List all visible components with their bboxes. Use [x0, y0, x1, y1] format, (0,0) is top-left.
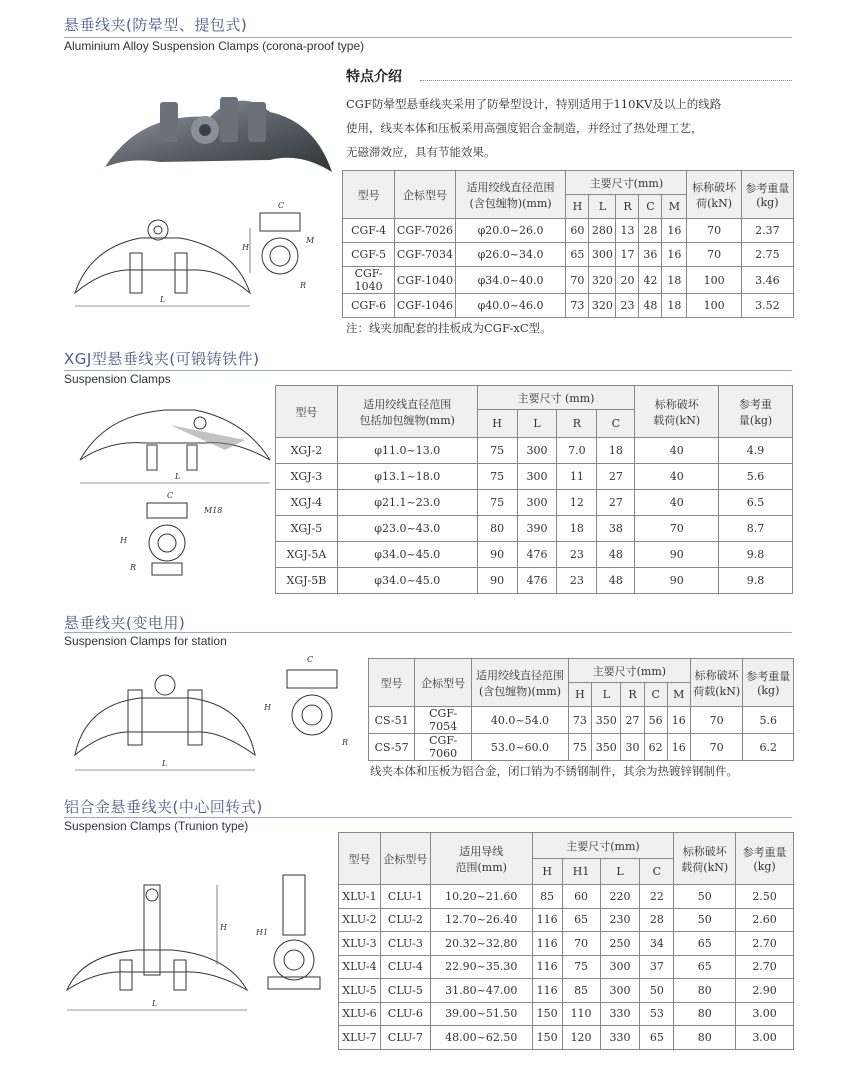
- th-sub: H: [477, 410, 517, 438]
- table-cell: 7.0: [557, 438, 597, 464]
- table-cell: 34: [640, 932, 674, 956]
- dim-l-label-4: L: [152, 999, 158, 1008]
- table-cell: 70: [690, 734, 743, 761]
- table-cell: 70: [566, 267, 589, 294]
- th-sub: M: [667, 683, 690, 707]
- table-cell: XLU-4: [339, 955, 381, 979]
- table-cell: 2.90: [736, 979, 794, 1003]
- th-sub: R: [616, 195, 639, 219]
- table-cell: 23: [557, 568, 597, 594]
- clamp-drawing-side-1: [240, 198, 320, 308]
- table-cell: 85: [562, 979, 600, 1003]
- table-cell: 110: [562, 1002, 600, 1026]
- clamp-drawing-side-4: [248, 865, 338, 1005]
- table-cell: 2.75: [741, 243, 793, 267]
- table-cell: φ23.0~43.0: [337, 516, 477, 542]
- table-cell: CGF-6: [343, 294, 395, 318]
- table-cell: 330: [600, 1002, 640, 1026]
- th-load: 标称破坏 荷载(kN): [690, 659, 743, 707]
- th-load: 标称破坏 载荷(kN): [674, 833, 736, 885]
- table-cell: 220: [600, 885, 640, 909]
- table-xgj: [275, 385, 793, 594]
- table-cell: 18: [662, 267, 687, 294]
- table-cell: 16: [662, 243, 687, 267]
- dim-l-label-1: L: [160, 295, 166, 304]
- table-cell: 70: [635, 516, 719, 542]
- table-cell: 40: [635, 438, 719, 464]
- dim-l-label-3: L: [162, 759, 168, 768]
- table-cgf: [342, 170, 794, 318]
- table-cell: 300: [517, 464, 557, 490]
- dim-c-label-2: C: [167, 491, 174, 500]
- table-cell: XGJ-4: [276, 490, 338, 516]
- table-cell: 12.70~26.40: [430, 908, 532, 932]
- table-cell: CGF-7026: [395, 219, 456, 243]
- table-cell: 5.6: [743, 707, 794, 734]
- table-cell: 230: [600, 908, 640, 932]
- table-cell: 40: [635, 464, 719, 490]
- table-cell: 20.32~32.80: [430, 932, 532, 956]
- table-cell: 16: [667, 707, 690, 734]
- table-cell: 75: [477, 464, 517, 490]
- th-std-model: 企标型号: [395, 171, 456, 219]
- table-cell: 9.8: [719, 542, 793, 568]
- table-cell: 330: [600, 1026, 640, 1050]
- dim-h-label-3: H: [264, 703, 271, 712]
- table-cell: 80: [674, 1026, 736, 1050]
- th-model: 型号: [339, 833, 381, 885]
- dim-h1-label: H1: [256, 928, 269, 937]
- table-cell: 36: [639, 243, 662, 267]
- th-range: 适用导线 范围(mm): [430, 833, 532, 885]
- table-cell: 65: [562, 908, 600, 932]
- table-cell: 75: [477, 438, 517, 464]
- table-cell: 75: [477, 490, 517, 516]
- table-cell: 23: [616, 294, 639, 318]
- table-cell: 22: [640, 885, 674, 909]
- th-sub: H: [532, 859, 562, 885]
- table-cell: 3.00: [736, 1002, 794, 1026]
- section-1-title: 悬垂线夹(防晕型、提包式): [64, 16, 248, 34]
- table-row: [339, 1002, 794, 1026]
- table-row: [276, 568, 793, 594]
- table-cell: 50: [674, 908, 736, 932]
- table-cell: 27: [597, 490, 635, 516]
- table-cell: 300: [589, 243, 616, 267]
- table-cell: 37: [640, 955, 674, 979]
- table-cell: 6.2: [743, 734, 794, 761]
- table-cell: XGJ-5B: [276, 568, 338, 594]
- table-cell: 2.50: [736, 885, 794, 909]
- table-row: [343, 267, 794, 294]
- th-sub: L: [589, 195, 616, 219]
- table-cell: CGF-4: [343, 219, 395, 243]
- table-cell: φ11.0~13.0: [337, 438, 477, 464]
- table-cell: 250: [600, 932, 640, 956]
- table-cell: 80: [674, 979, 736, 1003]
- table-cell: 48: [597, 568, 635, 594]
- section-1-rule: [64, 37, 792, 38]
- table-cell: 75: [562, 955, 600, 979]
- section-2-subtitle: Suspension Clamps: [64, 372, 171, 386]
- table-cell: XGJ-3: [276, 464, 338, 490]
- section-4-rule: [64, 817, 792, 818]
- table-xlu: [338, 832, 794, 1050]
- table-row: [276, 516, 793, 542]
- th-weight: 参考重量 (kg): [741, 171, 793, 219]
- table-cell: 90: [635, 568, 719, 594]
- table-cell: φ40.0~46.0: [455, 294, 566, 318]
- table-row: [339, 1026, 794, 1050]
- table-cell: 2.37: [741, 219, 793, 243]
- features-line-1: CGF防晕型悬垂线夹采用了防晕型设计，特别适用于110KV及以上的线路: [346, 97, 722, 111]
- th-weight: 参考重 量(kg): [719, 386, 793, 438]
- table-cs: [368, 658, 794, 761]
- table-cell: 320: [589, 294, 616, 318]
- table-cell: 3.52: [741, 294, 793, 318]
- table-cell: 150: [532, 1026, 562, 1050]
- table-cell: XGJ-5: [276, 516, 338, 542]
- dim-h-label-2: H: [120, 536, 127, 545]
- dim-m18-label: M18: [204, 506, 222, 515]
- table-cell: 3.00: [736, 1026, 794, 1050]
- th-sub: R: [621, 683, 644, 707]
- table-cell: CLU-5: [380, 979, 430, 1003]
- table-cell: φ34.0~40.0: [455, 267, 566, 294]
- table-cs-body: [369, 707, 794, 761]
- table-cell: 2.70: [736, 932, 794, 956]
- table-cell: 150: [532, 1002, 562, 1026]
- table-cell: 70: [687, 243, 741, 267]
- table-cell: CLU-2: [380, 908, 430, 932]
- table-cell: 300: [600, 979, 640, 1003]
- table-cell: 30: [621, 734, 644, 761]
- table-row: [276, 438, 793, 464]
- clamp-drawing-front-1: [70, 208, 260, 318]
- section-3-rule: [64, 632, 792, 633]
- table-cell: 10.20~21.60: [430, 885, 532, 909]
- dim-m-label-1: M: [306, 236, 315, 245]
- th-model: 型号: [276, 386, 338, 438]
- th-std-model: 企标型号: [380, 833, 430, 885]
- section-3-subtitle: Suspension Clamps for station: [64, 634, 227, 648]
- table-cell: 4.9: [719, 438, 793, 464]
- table-cell: 100: [687, 294, 741, 318]
- table-cell: 17: [616, 243, 639, 267]
- th-dims: 主要尺寸(mm): [566, 171, 687, 195]
- section-3-title: 悬垂线夹(变电用): [64, 614, 186, 632]
- table-cell: 120: [562, 1026, 600, 1050]
- table-cell: 476: [517, 542, 557, 568]
- clamp-drawing-side-2: [112, 488, 222, 588]
- table-cell: φ20.0~26.0: [455, 219, 566, 243]
- table-row: [339, 908, 794, 932]
- table-cell: CGF-1046: [395, 294, 456, 318]
- table-cell: 300: [600, 955, 640, 979]
- table-cell: XGJ-5A: [276, 542, 338, 568]
- table-cell: 27: [621, 707, 644, 734]
- table-cell: 40.0~54.0: [472, 707, 569, 734]
- table-cell: 90: [477, 568, 517, 594]
- dim-l-label-2: L: [175, 472, 181, 481]
- table-cell: 70: [562, 932, 600, 956]
- th-model: 型号: [369, 659, 415, 707]
- table-cell: 3.46: [741, 267, 793, 294]
- table-cell: 13: [616, 219, 639, 243]
- th-range: 适用绞线直径范围 (含包缠物)(mm): [472, 659, 569, 707]
- table-cell: 31.80~47.00: [430, 979, 532, 1003]
- table-cell: CLU-4: [380, 955, 430, 979]
- table-cell: 23: [557, 542, 597, 568]
- table-cell: CGF-5: [343, 243, 395, 267]
- table-cell: 53.0~60.0: [472, 734, 569, 761]
- th-sub: L: [600, 859, 640, 885]
- table-cell: 18: [597, 438, 635, 464]
- th-sub: L: [517, 410, 557, 438]
- table-cell: 11: [557, 464, 597, 490]
- table-cell: XGJ-2: [276, 438, 338, 464]
- th-sub: R: [557, 410, 597, 438]
- table-cell: 28: [640, 908, 674, 932]
- dim-c-label-3: C: [307, 655, 314, 664]
- features-title: 特点介绍: [346, 69, 402, 85]
- table-cell: φ26.0~34.0: [455, 243, 566, 267]
- dim-h-label-4: H: [220, 923, 227, 932]
- table-row: [343, 219, 794, 243]
- table-cell: 42: [639, 267, 662, 294]
- th-sub: H1: [562, 859, 600, 885]
- th-load: 标称破坏 荷(kN): [687, 171, 741, 219]
- table-cell: 9.8: [719, 568, 793, 594]
- th-dims: 主要尺寸(mm): [568, 659, 690, 683]
- table-cell: 22.90~35.30: [430, 955, 532, 979]
- table-row: [276, 490, 793, 516]
- table-cell: 65: [566, 243, 589, 267]
- table-cell: 2.70: [736, 955, 794, 979]
- table-cell: 300: [517, 490, 557, 516]
- dim-c-label-1: C: [278, 201, 285, 210]
- dim-r-label-1: R: [300, 281, 307, 290]
- table-cell: 56: [644, 707, 667, 734]
- features-rule: [420, 80, 792, 81]
- table-cell: XLU-6: [339, 1002, 381, 1026]
- th-sub: M: [662, 195, 687, 219]
- th-weight: 参考重量 (kg): [736, 833, 794, 885]
- section-4-title: 铝合金悬垂线夹(中心回转式): [64, 798, 263, 816]
- table-cell: 8.7: [719, 516, 793, 542]
- section-4-subtitle: Suspension Clamps (Trunion type): [64, 819, 249, 833]
- table-cell: 85: [532, 885, 562, 909]
- table-row: [343, 243, 794, 267]
- th-range: 适用绞线直径范围 (含包缠物)(mm): [455, 171, 566, 219]
- table-xlu-body: [339, 885, 794, 1050]
- table-cell: 476: [517, 568, 557, 594]
- features-line-3: 无磁滞效应，具有节能效果。: [346, 145, 496, 159]
- table-cell: 18: [662, 294, 687, 318]
- table-cell: 60: [566, 219, 589, 243]
- table-cell: 20: [616, 267, 639, 294]
- table-cell: 350: [592, 707, 621, 734]
- table-cell: XLU-2: [339, 908, 381, 932]
- th-dims: 主要尺寸 (mm): [477, 386, 635, 410]
- table-row: [339, 932, 794, 956]
- clamp-drawing-side-3: [262, 650, 362, 760]
- table-cell: φ34.0~45.0: [337, 542, 477, 568]
- table-cell: 300: [517, 438, 557, 464]
- table-cell: CLU-1: [380, 885, 430, 909]
- table-cell: CGF-1040: [343, 267, 395, 294]
- table-cell: 38: [597, 516, 635, 542]
- th-sub: C: [639, 195, 662, 219]
- th-range: 适用绞线直径范围 包括加包缠物(mm): [337, 386, 477, 438]
- table-cell: 28: [639, 219, 662, 243]
- table-xgj-body: [276, 438, 793, 594]
- table-cell: 75: [568, 734, 591, 761]
- th-weight: 参考重量 (kg): [743, 659, 794, 707]
- clamp-drawing-front-2: [75, 395, 275, 490]
- table-cgf-note: 注：线夹加配套的挂板成为CGF-xC型。: [346, 321, 552, 335]
- table-cell: 62: [644, 734, 667, 761]
- table-cell: 73: [568, 707, 591, 734]
- table-cell: CLU-3: [380, 932, 430, 956]
- features-text: [346, 92, 796, 164]
- table-cell: CLU-7: [380, 1026, 430, 1050]
- table-row: [276, 464, 793, 490]
- table-cgf-body: [343, 219, 794, 318]
- table-cell: φ34.0~45.0: [337, 568, 477, 594]
- table-cell: 90: [477, 542, 517, 568]
- table-cell: 116: [532, 932, 562, 956]
- table-cell: 50: [640, 979, 674, 1003]
- table-cell: 320: [589, 267, 616, 294]
- table-cell: CLU-6: [380, 1002, 430, 1026]
- table-row: [339, 979, 794, 1003]
- table-row: [369, 734, 794, 761]
- table-cell: CGF-7034: [395, 243, 456, 267]
- th-sub: H: [568, 683, 591, 707]
- table-cell: 116: [532, 955, 562, 979]
- table-cell: CS-51: [369, 707, 415, 734]
- table-cell: φ13.1~18.0: [337, 464, 477, 490]
- table-cell: CGF-7060: [415, 734, 472, 761]
- table-cell: 116: [532, 908, 562, 932]
- table-cell: 90: [635, 542, 719, 568]
- table-cell: 16: [662, 219, 687, 243]
- table-cell: 116: [532, 979, 562, 1003]
- table-cell: 18: [557, 516, 597, 542]
- table-cell: CGF-7054: [415, 707, 472, 734]
- table-row: [339, 955, 794, 979]
- th-std-model: 企标型号: [415, 659, 472, 707]
- dim-r-label-2: R: [130, 563, 137, 572]
- features-line-2: 使用，线夹本体和压板采用高强度铝合金制造，并经过了热处理工艺，: [346, 121, 703, 135]
- clamp-drawing-front-4: [62, 870, 262, 1020]
- table-cell: 5.6: [719, 464, 793, 490]
- table-cell: XLU-5: [339, 979, 381, 1003]
- th-model: 型号: [343, 171, 395, 219]
- table-cell: 65: [674, 932, 736, 956]
- th-sub: C: [640, 859, 674, 885]
- table-cell: 70: [690, 707, 743, 734]
- th-sub: C: [597, 410, 635, 438]
- table-cell: 390: [517, 516, 557, 542]
- table-cell: 60: [562, 885, 600, 909]
- table-cell: 48.00~62.50: [430, 1026, 532, 1050]
- table-cell: 48: [639, 294, 662, 318]
- clamp-drawing-front-3: [70, 660, 260, 780]
- table-cell: φ21.1~23.0: [337, 490, 477, 516]
- table-cell: 350: [592, 734, 621, 761]
- table-row: [276, 542, 793, 568]
- table-cell: 73: [566, 294, 589, 318]
- dim-r-label-3: R: [342, 738, 349, 747]
- table-cell: 48: [597, 542, 635, 568]
- table-cell: 40: [635, 490, 719, 516]
- th-sub: C: [644, 683, 667, 707]
- table-cell: 12: [557, 490, 597, 516]
- th-sub: L: [592, 683, 621, 707]
- table-cell: XLU-1: [339, 885, 381, 909]
- table-cell: 39.00~51.50: [430, 1002, 532, 1026]
- table-cell: XLU-3: [339, 932, 381, 956]
- table-row: [339, 885, 794, 909]
- table-cell: 80: [674, 1002, 736, 1026]
- table-cell: 6.5: [719, 490, 793, 516]
- th-sub: H: [566, 195, 589, 219]
- th-load: 标称破坏 载荷(kN): [635, 386, 719, 438]
- th-dims: 主要尺寸(mm): [532, 833, 674, 859]
- table-row: [369, 707, 794, 734]
- table-cell: 80: [477, 516, 517, 542]
- clamp-photo: [100, 72, 340, 192]
- table-cell: CGF-1040: [395, 267, 456, 294]
- table-cell: 2.60: [736, 908, 794, 932]
- section-2-title: XGJ型悬垂线夹(可锻铸铁件): [64, 350, 260, 368]
- table-cell: 65: [674, 955, 736, 979]
- table-row: [343, 294, 794, 318]
- table-cell: 50: [674, 885, 736, 909]
- table-cell: 65: [640, 1026, 674, 1050]
- table-cell: 70: [687, 219, 741, 243]
- table-cell: 100: [687, 267, 741, 294]
- section-2-rule: [64, 370, 792, 371]
- section-1-subtitle: Aluminium Alloy Suspension Clamps (corona-proof type): [64, 39, 365, 53]
- table-cs-note: 线夹本体和压板为铝合金，闭口销为不锈钢制件，其余为热镀锌钢制件。: [370, 764, 738, 778]
- table-cell: CS-57: [369, 734, 415, 761]
- table-cell: 280: [589, 219, 616, 243]
- table-cell: 27: [597, 464, 635, 490]
- table-cell: 16: [667, 734, 690, 761]
- dim-h-label-1: H: [242, 243, 249, 252]
- table-cell: 53: [640, 1002, 674, 1026]
- table-cell: XLU-7: [339, 1026, 381, 1050]
